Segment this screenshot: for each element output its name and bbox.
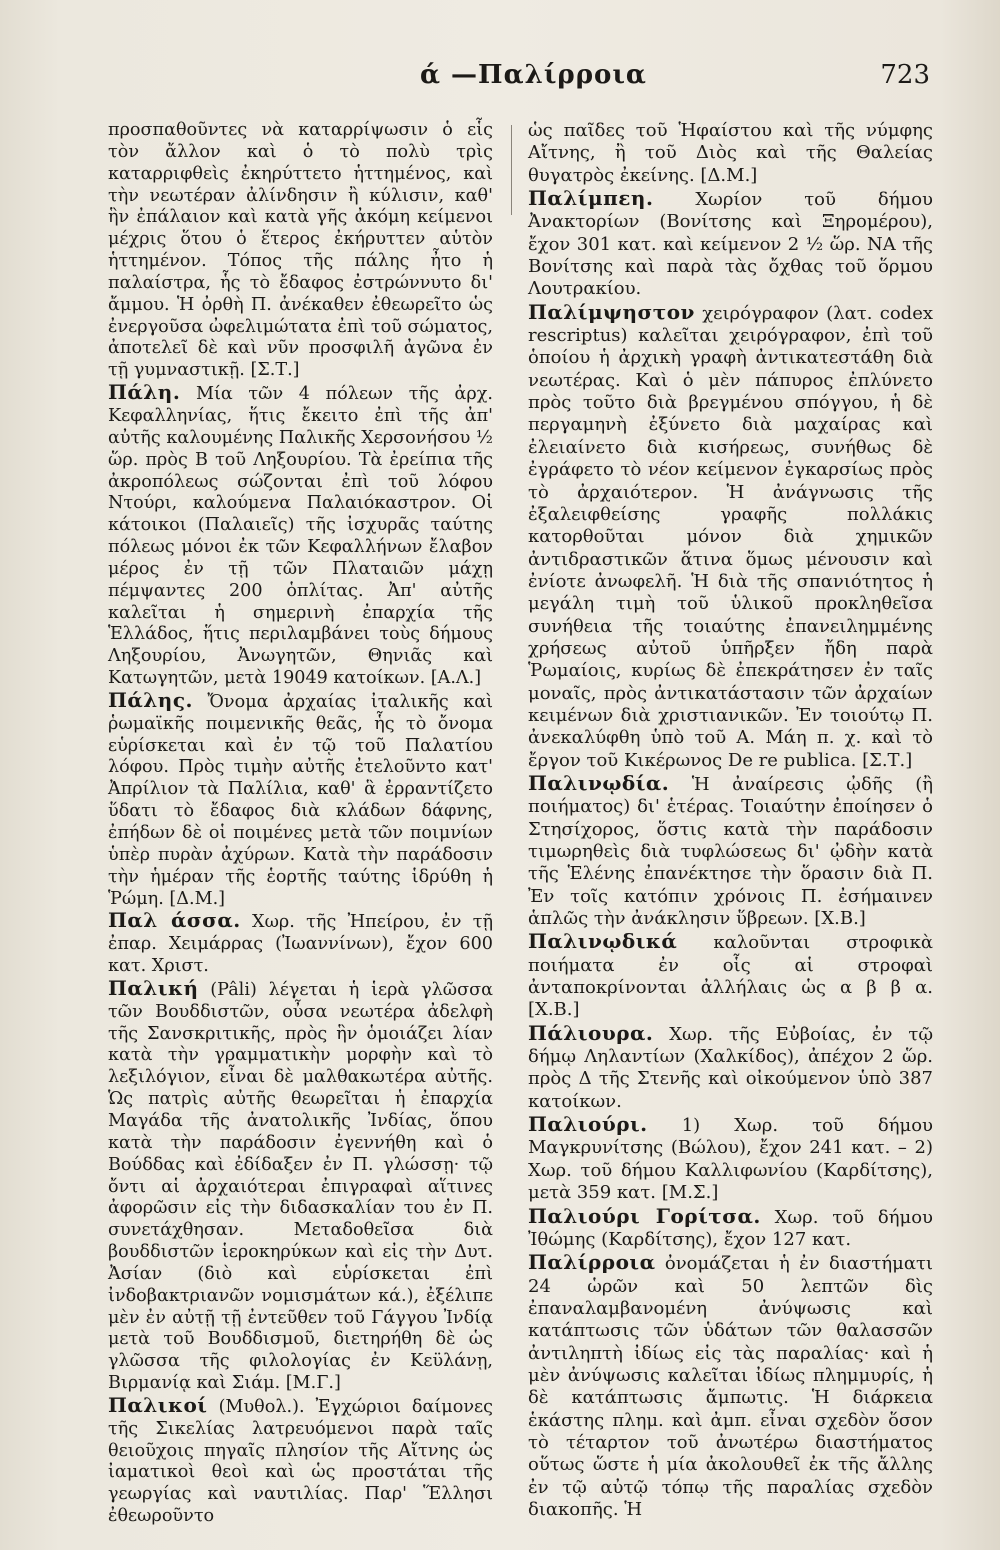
- dictionary-entry: [108, 910, 493, 978]
- entry-headword: Παλική: [108, 975, 199, 1000]
- entry-text: ὀνομάζεται ἡ ἐν διαστήματι 24 ὡρῶν καὶ 50 λεπτῶν δὶς ἐπαναλαμβανομένη ἀνύψωσις καὶ κατάπτωσις τῶν ὑδάτων τῶν θαλασσῶν ἀντιληπτὴ ἰδίως εἰς τὰς παραλίας· καὶ ἡ μὲν ἀνύψωσις καλεῖται ἰδίως πλημμυρίς, ἡ δὲ κατάπτωσις ἄμπωτις. Ἡ διάρκεια ἑκάστης πλημ. καὶ ἀμπ. εἶναι σχεδὸν ὅσον τὸ τέταρτον τοῦ ἀνωτέρω διαστήματος οὕτως ὥστε ἡ μία ἀκολουθεῖ ἐκ τῆς ἄλλης ἐν τῷ αὐτῷ τόπῳ τῆς παραλίας σχεδὸν διακοπῆς. Ἡ: [528, 1253, 933, 1520]
- dictionary-entry: [528, 1205, 933, 1252]
- entry-headword: Πάλη.: [108, 380, 181, 405]
- entry-text: Χωρ. τοῦ δήμου Ἰθώμης (Καρδίτσης), ἔχον 127 κατ.: [528, 1206, 934, 1250]
- dictionary-entry: [108, 1392, 493, 1528]
- entry-text: Ἡ ἀναίρεσις ᾠδῆς (ἢ ποιήματος) δι' ἑτέρας. Τοιαύτην ἐποίησεν ὁ Στησίχορος, ὅστις κατὰ τὴν παράδοσιν τιμωρηθεὶς διὰ τυφλώσεως δι' ᾠδὴν κατὰ τῆς Ἑλένης ἐπανέκτησε τὴν ὅρασιν διὰ Π. Ἐν τοῖς κατόπιν χρόνοις Π. ἐσήμαινεν ἁπλῶς τὴν ἀνάκλησιν ὕβρεων. [Χ.Β.]: [528, 773, 933, 930]
- running-title: ά —Παλίρροια: [420, 60, 647, 90]
- entry-headword: Παλινῳδία.: [528, 770, 670, 795]
- entry-headword: Παλικοί: [108, 1392, 208, 1417]
- entry-headword: Παλίμψηστον: [528, 299, 695, 324]
- entry-headword: Παλ άσσα.: [108, 908, 241, 933]
- left-column: [108, 120, 493, 1528]
- right-column: [528, 120, 933, 1521]
- entry-text: ὡς παῖδες τοῦ Ἡφαίστου καὶ τῆς νύμφης Αἴτνης, ἢ τοῦ Διὸς καὶ τῆς Θαλείας θυγατρὸς ἐκείνης. [Δ.Μ.]: [528, 120, 933, 186]
- dictionary-entry: [108, 687, 493, 910]
- dictionary-entry: [528, 772, 933, 930]
- dictionary-entry: [108, 382, 493, 690]
- dictionary-entry: [528, 120, 933, 187]
- dictionary-entry: [528, 1022, 933, 1113]
- entry-headword: Πάλιουρα.: [528, 1020, 654, 1045]
- entry-text: 1) Χωρ. τοῦ δήμου Μαγκρυνίτσης (Βώλου), ἔχον 241 κατ. – 2) Χωρ. τοῦ δήμου Καλλιφωνίου (Καρδίτσης), μετὰ 359 κατ. [Μ.Σ.]: [528, 1115, 933, 1204]
- dictionary-entry: [108, 975, 493, 1395]
- entry-text: Χωρ. τῆς Εὐβοίας, ἐν τῷ δήμῳ Ληλαντίων (Χαλκίδος), ἀπέχον 2 ὥρ. πρὸς Δ τῆς Στενῆς καὶ οἰκούμενον ὑπὸ 387 κατοίκων.: [528, 1023, 933, 1112]
- entry-headword: Παλιούρι.: [528, 1112, 648, 1137]
- entry-text: καλοῦνται στροφικὰ ποιήματα ἐν οἷς αἱ στροφαὶ ἀνταποκρίνονται ἀλλήλαις ὡς α β β α. [Χ.Β.]: [528, 932, 933, 1021]
- entry-text: Χωρίον τοῦ δήμου Ἀνακτορίων (Βονίτσης καὶ Ξηρομέρου), ἔχον 301 κατ. καὶ κείμενον 2 ½ ὥρ. ΝΑ τῆς Βονίτσης καὶ παρὰ τὰς ὄχθας τοῦ ὅρμου Λουτρακίου.: [528, 189, 933, 300]
- entry-headword: Πάλης.: [108, 687, 193, 712]
- entry-text: χειρόγραφον (λατ. codex rescriptus) καλεῖται χειρόγραφον, ἐπὶ τοῦ ὁποίου ἡ ἀρχικὴ γραφὴ ἀντικατεστάθη διὰ νεωτέρας. Καὶ ὁ μὲν πάπυρος ἐπλύνετο πρὸς τοῦτο διὰ βρεγμένου σπόγγου, ἡ δὲ περγαμηνὴ ἐξύνετο διὰ μαχαίρας καὶ ἐλειαίνετο διὰ κισήρεως, συνήθως δὲ ἐγράφετο τὸ νέον κείμενον ἐγκαρσίως πρὸς τὸ ἀρχαιότερον. Ἡ ἀνάγνωσις τῆς ἐξαλειφθείσης γραφῆς πολλάκις κατορθοῦται μόνον διὰ χημικῶν ἀντιδραστικῶν ἅτινα ὅμως μένουσιν καὶ ἐνίοτε ἀνωφελῆ. Ἡ διὰ τῆς σπανιότητος ἡ μεγάλη τιμὴ τοῦ ὑλικοῦ προκληθεῖσα συνήθεια τῆς τοιαύτης ἐπανειλημμένης χρήσεως αὐτοῦ ὑπῆρξεν ἤδη παρὰ Ῥωμαίοις, κυρίως δὲ ἐπεκράτησεν ἐν ταῖς μοναῖς, πρὸς ἀντικατάστασιν τῶν ἀρχαίων κειμένων διὰ χριστιανικῶν. Ἐν τοιούτῳ Π. ἀνεκαλύφθη ὑπὸ τοῦ Α. Μάη π. χ. καὶ τὸ ἔργον τοῦ Κικέρωνος De re publica. [Σ.Τ.]: [528, 302, 933, 771]
- dictionary-entry: [528, 301, 933, 772]
- dictionary-entry: [108, 120, 493, 382]
- entry-headword: Παλίμπεη.: [528, 186, 654, 211]
- entry-headword: Παλιούρι Γορίτσα.: [528, 1203, 761, 1228]
- entry-headword: Παλίρροια: [528, 1250, 656, 1275]
- dictionary-entry: [528, 930, 933, 1021]
- column-divider: [511, 125, 512, 215]
- entry-text: (Pâli) λέγεται ἡ ἱερὰ γλῶσσα τῶν Βουδδιστῶν, οὖσα νεωτέρα ἀδελφὴ τῆς Σανσκριτικῆς, πρὸς ἣν ὁμοιάζει λίαν κατὰ τὴν γραμματικὴν μορφὴν καὶ τὸ λεξιλόγιον, εἶναι δὲ μαλθακωτέρα αὐτῆς. Ὡς πατρὶς αὐτῆς θεωρεῖται ἡ ἐπαρχία Μαγάδα τῆς ἀνατολικῆς Ἰνδίας, ὅπου κατὰ τὴν παράδοσιν ἐγεννήθη καὶ ὁ Βούδδας καὶ ἐδίδαξεν ἐν Π. γλώσσῃ· τῷ ὄντι αἱ ἀρχαιότεραι ἐπιγραφαὶ αἵτινες ἀφορῶσιν εἰς τὴν διδασκαλίαν του ἐν Π. συνετάχθησαν. Μεταδοθεῖσα διὰ βουδδιστῶν ἱεροκηρύκων καὶ εἰς τὴν Δυτ. Ἀσίαν (διὸ καὶ εὑρίσκεται ἐπὶ ἰνδοβακτριανῶν νομισμάτων κά.), ἐξέλιπε μὲν ἐν αὐτῇ τῇ ἐντεῦθεν τοῦ Γάγγου Ἰνδίᾳ μετὰ τοῦ Βουδδισμοῦ, διετηρήθη δὲ ὡς γλῶσσα τῆς φιλολογίας ἐν Κεϋλάνῃ, Βιρμανίᾳ καὶ Σιάμ. [Μ.Γ.]: [108, 979, 493, 1394]
- dictionary-entry: [528, 1113, 933, 1204]
- entry-text: Μία τῶν 4 πόλεων τῆς ἀρχ. Κεφαλληνίας, ἥτις ἔκειτο ἐπὶ τῆς ἀπ' αὐτῆς καλουμένης Παλικῆς Χερσονήσου ½ ὥρ. πρὸς Β τοῦ Ληξουρίου. Τὰ ἐρείπια τῆς ἀκροπόλεως σώζονται ἐπὶ τοῦ λόφου Ντούρι, καλούμενα Παλαιόκαστρον. Οἱ κάτοικοι (Παλαιεῖς) τῆς ἰσχυρᾶς ταύτης πόλεως μόνοι ἐκ τῶν Κεφαλλήνων ἔλαβον μέρος ἐν τῇ τῶν Πλαταιῶν μάχῃ πέμψαντες 200 ὁπλίτας. Ἀπ' αὐτῆς καλεῖται ἡ σημερινὴ ἐπαρχία τῆς Ἑλλάδος, ἥτις περιλαμβάνει τοὺς δήμους Ληξουρίου, Ἀνωγητῶν, Θηνιᾶς καὶ Κατωγητῶν, μετὰ 19049 κατοίκων. [Α.Λ.]: [108, 384, 493, 689]
- entry-text: Χωρ. τῆς Ἠπείρου, ἐν τῇ ἐπαρ. Χειμάρρας (Ἰωαννίνων), ἔχον 600 κατ. Χριστ.: [108, 912, 494, 977]
- entry-text: προσπαθοῦντες νὰ καταρρίψωσιν ὁ εἷς τὸν ἄλλον καὶ ὁ τὸ πολὺ τρὶς καταρριφθεὶς ἐκηρύττετο ἡττημένος, καὶ τὴν νεωτέραν ἀλίνδησιν ἢ κύλισιν, καθ' ἣν ἐπάλαιον καὶ κατὰ γῆς ἀκόμη κείμενοι μέχρις ὅτου ὁ ἕτερος ἐκήρυττεν αὑτὸν ἡττημένον. Τόπος τῆς πάλης ἦτο ἡ παλαίστρα, ἧς τὸ ἔδαφος ἐστρώννυτο δι' ἄμμου. Ἡ ὀρθὴ Π. ἀνέκαθεν ἐθεωρεῖτο ὡς ἐνεργοῦσα ὠφελιμώτατα ἐπὶ τοῦ σώματος, ἀποτελεῖ δὲ καὶ νῦν προσφιλῆ ἀγῶνα ἐν τῇ γυμναστικῇ. [Σ.Τ.]: [108, 120, 493, 381]
- entry-headword: Παλινῳδικά: [528, 929, 678, 954]
- page-header: [0, 60, 1000, 100]
- entry-text: Ὄνομα ἀρχαίας ἰταλικῆς καὶ ῥωμαϊκῆς ποιμενικῆς θεᾶς, ἧς τὸ ὄνομα εὑρίσκεται καὶ ἐν τῷ τοῦ Παλατίου λόφου. Πρὸς τιμὴν αὐτῆς ἐτελοῦντο κατ' Ἀπρίλιον τὰ Παλίλια, καθ' ἃ ἐρραντίζετο ὕδατι τὸ ἔδαφος διὰ κλάδων δάφνης, ἐπήδων δὲ οἱ ποιμένες μετὰ τῶν ποιμνίων ὑπὲρ πυρὰν ἀχύρων. Κατὰ τὴν παράδοσιν τὴν ἡμέραν τῆς ἑορτῆς ταύτης ἱδρύθη ἡ Ῥώμη. [Δ.Μ.]: [108, 691, 493, 909]
- dictionary-entry: [528, 187, 933, 301]
- dictionary-entry: [528, 1251, 933, 1521]
- page-number: 723: [880, 60, 930, 90]
- entry-text: (Μυθολ.). Ἐγχώριοι δαίμονες τῆς Σικελίας λατρευόμενοι παρὰ ταῖς θειοῦχοις πηγαῖς πλησίον τῆς Αἴτνης ὡς ἰαματικοὶ θεοὶ καὶ ὡς προστάται τῆς γεωργίας καὶ ναυτιλίας. Παρ' Ἕλλησι ἐθεωροῦντο: [108, 1396, 493, 1527]
